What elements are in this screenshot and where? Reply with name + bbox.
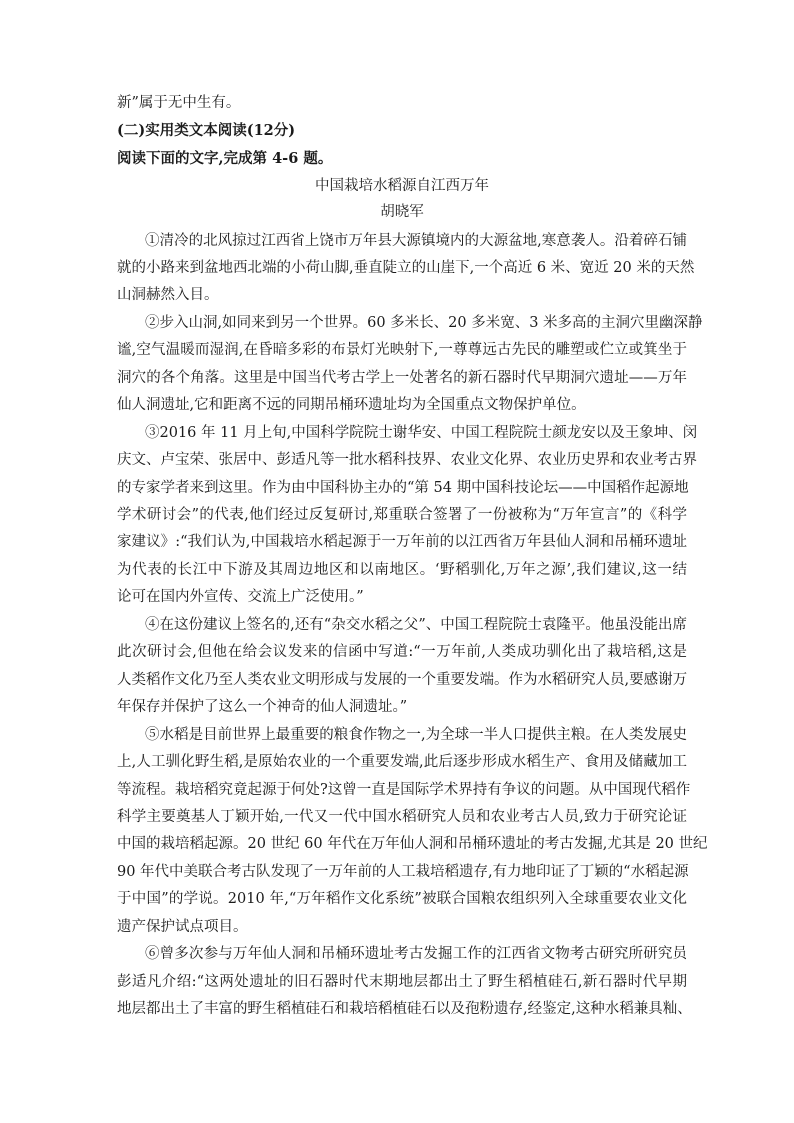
paragraph-3-line-1: ③2016 年 11 月上旬,中国科学院院士谢华安、中国工程院院士颜龙安以及王象坤、闵 <box>145 425 698 441</box>
paragraph-3-line-5: 家建议》:“我们认为,中国栽培水稻起源于一万年前的以江西省万年县仙人洞和吊桶环遗址 <box>117 534 687 550</box>
article-title: 中国栽培水稻源自江西万年 <box>315 178 489 194</box>
paragraph-6-line-1: ⑥曾多次参与万年仙人洞和吊桶环遗址考古发掘工作的江西省文物考古研究所研究员 <box>145 946 687 962</box>
paragraph-4-line-4: 年保存并保护了这么一个神奇的仙人洞遗址。” <box>117 699 408 715</box>
paragraph-3-line-3: 的专家学者来到这里。作为由中国科协主办的“第 54 期中国科技论坛——中国稻作起源地 <box>117 480 689 496</box>
paragraph-3-line-7: 论可在国内外宣传、交流上广泛使用。” <box>117 589 364 605</box>
paragraph-5-line-8: 遗产保护试点项目。 <box>117 919 248 935</box>
intro-tail-text: 新”属于无中生有。 <box>117 95 241 111</box>
paragraph-6-line-3: 地层都出土了丰富的野生稻植硅石和栽培稻植硅石以及孢粉遗存,经鉴定,这种水稻兼具籼、 <box>117 1001 692 1017</box>
paragraph-3-line-2: 庆文、卢宝荣、张居中、彭适凡等一批水稻科技界、农业文化界、农业历史界和农业考古界 <box>117 452 697 468</box>
paragraph-4-line-1: ④在这份建议上签名的,还有“杂交水稻之父”、中国工程院院士袁隆平。他虽没能出席 <box>145 617 687 633</box>
paragraph-4-line-2: 此次研讨会,但他在给会议发来的信函中写道:“一万年前,人类成功驯化出了栽培稻,这是 <box>117 644 687 660</box>
section-heading: (二)实用类文本阅读(12分) <box>117 122 296 139</box>
paragraph-1-line-2: 就的小路来到盆地西北端的小荷山脚,垂直陡立的山崖下,一个高近 6 米、宽近 20 米的天然 <box>117 260 695 276</box>
paragraph-5-line-1: ⑤水稻是目前世界上最重要的粮食作物之一,为全球一半人口提供主粮。在人类发展史 <box>145 727 687 743</box>
paragraph-5-line-4: 科学主要奠基人丁颖开始,一代又一代中国水稻研究人员和农业考古人员,致力于研究论证 <box>117 809 687 825</box>
paragraph-4-line-3: 人类稻作文化乃至人类农业文明形成与发展的一个重要发端。作为水稻研究人员,要感谢万 <box>117 672 688 688</box>
paragraph-1-line-1: ①清冷的北风掠过江西省上饶市万年县大源镇境内的大源盆地,寒意袭人。沿着碎石铺 <box>145 233 687 249</box>
paragraph-5-line-7: 于中国”的学说。2010 年,“万年稻作文化系统”被联合国粮农组织列入全球重要农业文化 <box>117 891 687 907</box>
paragraph-3-line-6: 为代表的长江中下游及其周边地区和以南地区。‘野稻驯化,万年之源’,我们建议,这一结 <box>117 562 687 578</box>
paragraph-5-line-5: 中国的栽培稻起源。20 世纪 60 年代在万年仙人洞和吊桶环遗址的考古发掘,尤其是 20 世纪 <box>117 836 708 852</box>
paragraph-5-line-2: 上,人工驯化野生稻,是原始农业的一个重要发端,此后逐步形成水稻生产、食用及储藏加工 <box>117 754 687 770</box>
paragraph-1-line-3: 山洞赫然入目。 <box>117 287 219 303</box>
reading-instruction: 阅读下面的文字,完成第 4-6 题。 <box>117 150 333 167</box>
article-author: 胡晓军 <box>380 204 424 220</box>
paragraph-2-line-1: ②步入山洞,如同来到另一个世界。60 多米长、20 多米宽、3 米多高的主洞穴里幽深静 <box>145 315 703 331</box>
paragraph-2-line-2: 谧,空气温暖而湿润,在昏暗多彩的布景灯光映射下,一尊尊远古先民的雕塑或伫立或箕坐于 <box>117 342 687 358</box>
paragraph-5-line-3: 等流程。栽培稻究竟起源于何处?这曾一直是国际学术界持有争议的问题。从中国现代稻作 <box>117 782 691 798</box>
paragraph-6-line-2: 彭适凡介绍:“这两处遗址的旧石器时代末期地层都出土了野生稻植硅石,新石器时代早期 <box>117 974 687 990</box>
paragraph-2-line-3: 洞穴的各个角落。这里是中国当代考古学上一处著名的新石器时代早期洞穴遗址——万年 <box>117 370 687 386</box>
paragraph-5-line-6: 90 年代中美联合考古队发现了一万年前的人工栽培稻遗存,有力地印证了丁颖的“水稻起源 <box>117 864 689 880</box>
paragraph-3-line-4: 学术研讨会”的代表,他们经过反复研讨,郑重联合签署了一份被称为“万年宣言”的《科学 <box>117 507 687 523</box>
paragraph-2-line-4: 仙人洞遗址,它和距离不远的同期吊桶环遗址均为全国重点文物保护单位。 <box>117 397 586 413</box>
